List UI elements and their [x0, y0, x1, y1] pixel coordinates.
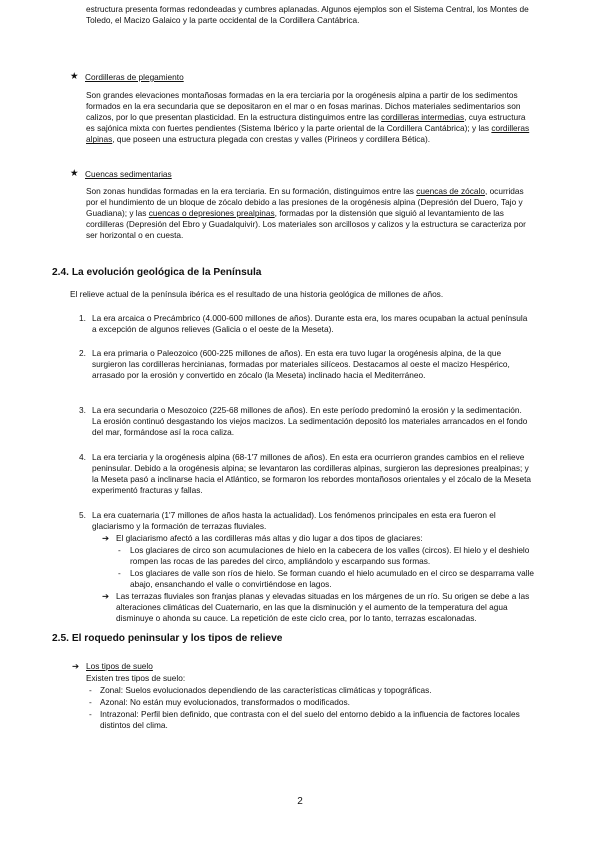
section-heading-2-4: 2.4. La evolución geológica de la Península [52, 267, 262, 278]
list-number: 4. [79, 452, 86, 462]
arrow-right-icon: ➔ [102, 533, 109, 543]
suelo-intrazonal: Intrazonal: Perfil bien definido, que contrasta con el del suelo del entorno debido a la influencia de factores locales distintos del clima. [100, 709, 520, 731]
suelo-intro: Existen tres tipos de suelo: [86, 673, 186, 683]
plegamiento-title: Cordilleras de plegamiento [85, 72, 184, 82]
suelo-title: Los tipos de suelo [86, 661, 153, 671]
link-cordilleras-alpinas: cordilleras alpinas [86, 123, 530, 145]
list-number: 5. [79, 510, 86, 520]
list-number: 3. [79, 405, 86, 415]
section-2-4-intro: El relieve actual de la península ibérica es el resultado de una historia geológica de millones de años. [70, 289, 444, 299]
link-cordilleras-intermedias: cordilleras intermedias [381, 112, 465, 123]
section-heading-2-5: 2.5. El roquedo peninsular y los tipos de relieve [52, 633, 283, 644]
list-item-era-secundaria: La era secundaria o Mesozoico (225-68 millones de años). En este período predominó la erosión y la sedimentación. La erosión continuó desgastando los viejos macizos. La sedimentación depositó los materiales arrancados en el fondo del mar, formándose así la roca caliza. [92, 405, 528, 438]
suelo-azonal: Azonal: No están muy evolucionados, transformados o modificados. [100, 697, 350, 707]
plegamiento-paragraph: Son grandes elevaciones montañosas formadas en la era terciaria por la orogénesis alpina a partir de los sedimentos formados en la era secundaria que se depositaron en el mar o en fosas marinas. Dichos materiales sedimentarios son calizos, por lo que presentan plasticidad. En la estructura distinguimos entre las cordilleras intermedias, cuya estructura es sajónica mixta con fuertes pendientes (Sistema Ibérico y la parte oriental de la Cordillera Cantábrica); y las cordilleras alpinas, que poseen una estructura plegada con crestas y valles (Pirineos y cordillera Bética). [86, 90, 530, 145]
link-cuencas-zocalo: cuencas de zócalo [416, 186, 485, 196]
suelo-zonal: Zonal: Suelos evolucionados dependiendo de las características climáticas y topográficas. [100, 685, 432, 695]
arrow-right-icon: ➔ [102, 591, 109, 601]
dash-bullet: - [89, 697, 92, 707]
list-number: 1. [79, 313, 86, 323]
intro-paragraph: estructura presenta formas redondeadas y cumbres aplanadas. Algunos ejemplos son el Sistema Central, los Montes de Toledo, el Macizo Galaico y la parte occidental de la Cordillera Cantábrica. [86, 4, 529, 26]
arrow-right-icon: ➔ [72, 661, 79, 671]
terrazas-text: Las terrazas fluviales son franjas planas y elevadas situadas en los márgenes de un río. Su origen se debe a las alteraciones climáticas del Cuaternario, en las que la disminución y el aumento de la temperatura del agua disminuye o ahonda su cauce. La repetición de este ciclo crea, por lo tanto, terrazas escalonadas. [116, 591, 530, 624]
star-icon: ★ [70, 168, 79, 179]
dash-bullet: - [118, 545, 121, 555]
glaciar-valle-text: Los glaciares de valle son ríos de hielo. Se forman cuando el hielo acumulado en el circo se desparrama valle abajo, ensanchando el valle o convirtiéndose en lagos. [130, 568, 535, 590]
list-number: 2. [79, 348, 86, 358]
glaciar-circo-text: Los glaciares de circo son acumulaciones de hielo en la cabecera de los valles (circos). El hielo y el deshielo rompen las rocas de las paredes del circo, ampliándolo y escarpando sus formas. [130, 545, 530, 567]
list-item-era-terciaria: La era terciaria y la orogénesis alpina (68-1'7 millones de años). En esta era ocurrieron grandes cambios en el relieve peninsular. Debido a la orogénesis alpina; se levantaron las cordilleras alpinas, surgieron las depresiones prealpinas; y la Meseta pasó a inclinarse hacia el Atlántico, se formaron los rebordes montañosos orientales y el zócalo de la Meseta experimentó fracturas y fallas. [92, 452, 532, 496]
dash-bullet: - [118, 568, 121, 578]
page-number: 2 [297, 796, 303, 807]
list-item-era-cuaternaria: La era cuaternaria (1'7 millones de años hasta la actualidad). Los fenómenos principales en esta era fueron el glaciarismo y la formación de terrazas fluviales. [92, 510, 496, 532]
link-cuencas-prealpinas: cuencas o depresiones prealpinas [148, 208, 275, 219]
dash-bullet: - [89, 709, 92, 719]
star-icon: ★ [70, 71, 79, 82]
cuencas-paragraph: Son zonas hundidas formadas en la era terciaria. En su formación, distinguimos entre las cuencas de zócalo, ocurridas por el hundimiento de un bloque de zócalo debido a las presiones de la orogénesis alpina (Depresión del Duero, Tajo y Guadiana); y las cuencas o depresiones prealpinas, formadas por la distensión que siguió al levantamiento de las cordilleras (Depresión del Ebro y Guadalquivir). Los materiales son arcillosos y calizos y la estructura se caracteriza por ser horizontal o en cuesta. [86, 186, 526, 241]
dash-bullet: - [89, 685, 92, 695]
list-item-era-primaria: La era primaria o Paleozoico (600-225 millones de años). En esta era tuvo lugar la orogénesis alpina, de la que surgieron las cordilleras hercinianas, formadas por materiales silíceos. Destacamos al oeste el macizo Hespérico, arrasado por la erosión y convertido en zócalo (la Meseta) inclinado hacia el Mediterráneo. [92, 348, 510, 381]
glaciarismo-text: El glaciarismo afectó a las cordilleras más altas y dio lugar a dos tipos de glaciares: [116, 533, 423, 543]
list-item-era-arcaica: La era arcaica o Precámbrico (4.000-600 millones de años). Durante esta era, los mares ocupaban la actual península a excepción de algunos relieves (Galicia o el oeste de la Meseta). [92, 313, 528, 335]
cuencas-title: Cuencas sedimentarias [85, 169, 172, 179]
